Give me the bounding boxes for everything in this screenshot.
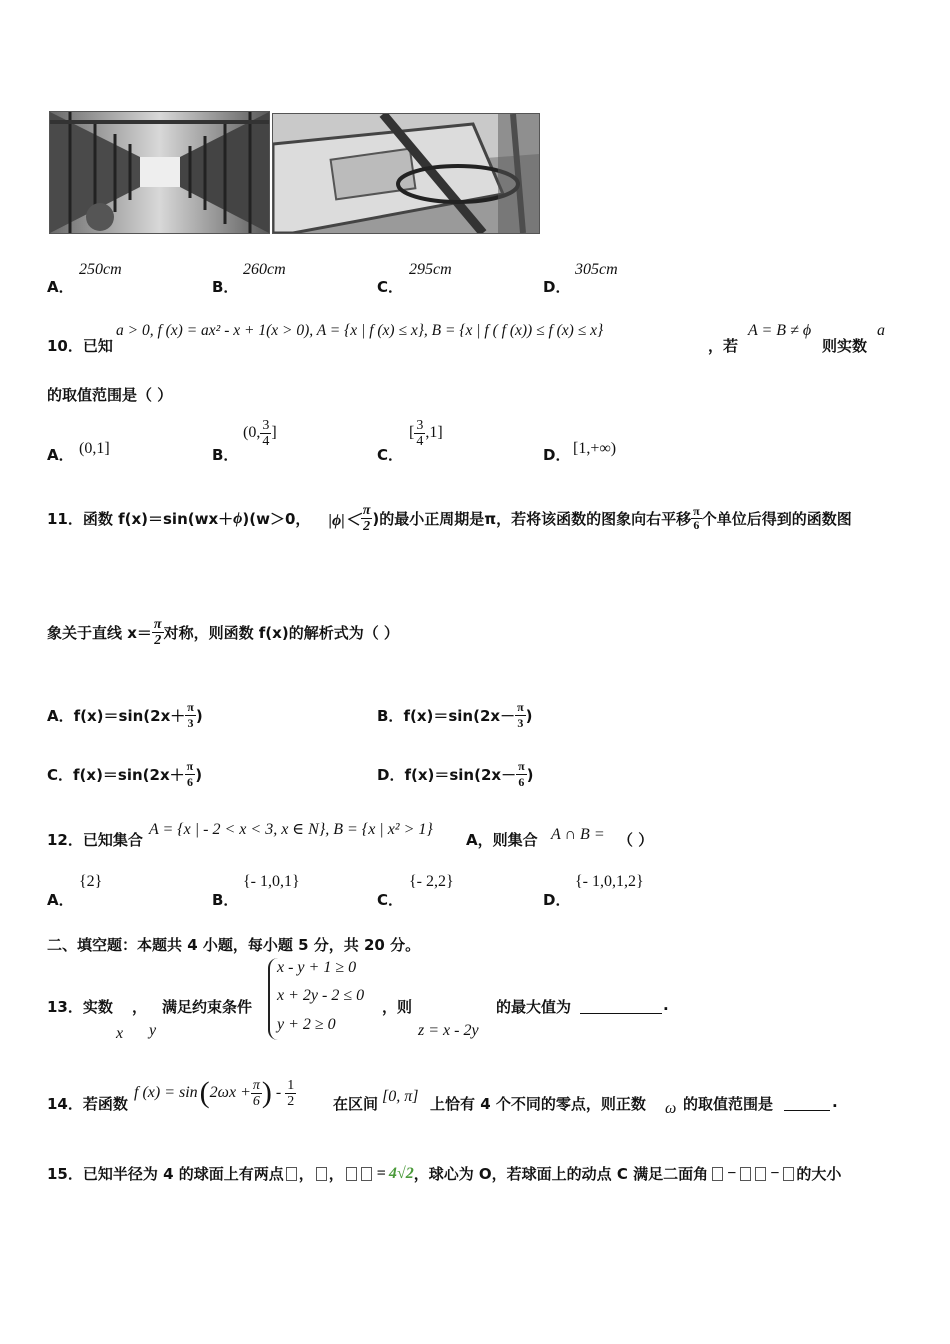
q9-option-d-letter: D． (543, 278, 571, 296)
q11-line1 (47, 503, 852, 534)
frac-den: 6 (518, 775, 525, 789)
q11-line2a: 象关于直线 x＝ (47, 624, 152, 642)
option-frac (515, 700, 526, 731)
frac-num: π (693, 504, 700, 518)
frac-den: 6 (186, 775, 193, 789)
q10-option-d: [1,+∞) (573, 440, 617, 457)
q12-number: 12．已知集合 (47, 831, 143, 849)
missing-glyph-icon (316, 1167, 327, 1181)
q12-option-a-letter: A． (47, 891, 74, 909)
q12-tail: A，则集合 (466, 831, 538, 849)
q10-then: 则实数 (822, 337, 868, 355)
missing-glyph-icon (346, 1167, 357, 1181)
q10-condition-2: A = B ≠ ϕ (748, 322, 812, 339)
q14-interval: [0, π] (382, 1088, 419, 1105)
frac-den: 2 (363, 519, 371, 534)
missing-glyph-icon (755, 1167, 766, 1181)
option-post: ) (195, 706, 203, 725)
option-letter: B． (377, 707, 404, 725)
option-letter: D． (377, 766, 405, 784)
q10-option-c-frac (414, 418, 425, 449)
q10-option-b-pre: (0, (243, 424, 261, 442)
q12-sets: A = {x | - 2 < x < 3, x ∈ N}, B = {x | x² > 1} (149, 821, 433, 838)
q10-line2: 的取值范围是（ ） (47, 386, 173, 404)
q14-one-half (285, 1078, 296, 1109)
option-pre: f(x)＝sin(2x＋ (73, 766, 185, 784)
q10-option-d-letter: D． (543, 446, 571, 464)
q12-option-c: {- 2,2} (409, 873, 454, 890)
q14-answer-blank[interactable] (784, 1093, 830, 1111)
q14-minus: - (275, 1084, 282, 1101)
q11-part2: )(w＞0， (242, 510, 311, 528)
missing-glyph-icon (286, 1167, 297, 1181)
q10-option-b-letter: B． (212, 446, 239, 464)
dash: − (727, 1164, 737, 1182)
q11-pi-over-2 (361, 503, 373, 534)
q10-option-c-letter: C． (377, 446, 404, 464)
q12-option-d-letter: D． (543, 891, 571, 909)
missing-glyph-icon (361, 1167, 372, 1181)
q15-comma: ， (328, 1165, 344, 1183)
q15-comma: ， (298, 1165, 314, 1183)
subway-interior-photo (49, 111, 270, 234)
q11-option-c (47, 759, 202, 790)
q10-number: 10．已知 (47, 337, 113, 355)
frac-num: 3 (416, 418, 424, 433)
q14-end: . (832, 1093, 838, 1111)
q14-left-paren: ( (199, 1076, 210, 1109)
q9-option-c: 295cm (409, 261, 452, 278)
q12-option-a: {2} (79, 873, 103, 890)
q13-objective: z = x - 2y (418, 1022, 479, 1039)
q9-option-a: 250cm (79, 261, 122, 278)
q15-prefix: 15．已知半径为 4 的球面上有两点 (47, 1165, 284, 1183)
option-frac (185, 700, 196, 731)
q14-prefix: 14．若函数 (47, 1095, 128, 1113)
q13-var-y: y (149, 1022, 157, 1039)
q15-text: ，球心为 O，若球面上的动点 C 满足二面角 (413, 1165, 709, 1183)
frac-den: 3 (187, 716, 194, 730)
q13-then: ，则 (382, 998, 413, 1016)
option-post: ) (195, 765, 203, 784)
option-pre: f(x)＝sin(2x－ (404, 766, 517, 784)
q10-condition: a > 0, f (x) = ax² - x + 1(x > 0), A = {x | f (x) ≤ x}, B = {x | f ( f (x)) ≤ f (x) ≤ x} (116, 322, 604, 339)
q14-pi-over-6 (251, 1078, 262, 1109)
q13-constraint-1: x - y + 1 ≥ 0 (277, 959, 357, 976)
frac-num: π (153, 617, 162, 632)
q11-phi: ϕ (233, 509, 243, 527)
q14-omega: ω (665, 1100, 677, 1117)
q13-constraint-2: x + 2y - 2 ≤ 0 (277, 987, 365, 1004)
frac-num: 1 (287, 1077, 295, 1093)
q12-option-d: {- 1,0,1,2} (575, 873, 644, 890)
q11-line2-frac (152, 617, 164, 648)
q12-option-c-letter: C． (377, 891, 404, 909)
q11-part3: )的最小正周期是π，若将该函数的图象向右平移 (372, 510, 692, 528)
section-2-heading: 二、填空题：本题共 4 小题，每小题 5 分，共 20 分。 (47, 936, 421, 954)
q10-var: a (877, 322, 885, 339)
q13-answer-blank[interactable] (580, 996, 662, 1014)
option-pre: f(x)＝sin(2x－ (403, 707, 516, 725)
option-frac (185, 759, 196, 790)
q13-comma: ， (132, 998, 148, 1016)
q14-fx: f (x) = sin (134, 1084, 198, 1101)
q9-option-b-letter: B． (212, 278, 239, 296)
q12-option-b: {- 1,0,1} (243, 873, 300, 890)
missing-glyph-icon (712, 1167, 723, 1181)
q14-range-text: 的取值范围是 (683, 1095, 774, 1113)
q15-distance: 4√2 (388, 1164, 414, 1182)
frac-den: 2 (287, 1093, 295, 1109)
q15-tail: 的大小 (796, 1165, 842, 1183)
q10-option-a: (0,1] (79, 440, 110, 457)
q14-text: 上恰有 4 个不同的零点，则正数 (430, 1095, 646, 1113)
q11-line2b: 对称，则函数 f(x)的解析式为（ ） (163, 624, 399, 642)
frac-num: π (187, 700, 194, 714)
q11-option-b (377, 700, 533, 731)
option-post: ) (526, 765, 534, 784)
q12-option-b-letter: B． (212, 891, 239, 909)
q11-shift-frac (691, 505, 702, 532)
q11-abs-phi: |ϕ|＜ (328, 512, 361, 529)
q11-part4: 个单位后得到的函数图 (701, 510, 852, 528)
frac-den: 4 (416, 434, 424, 449)
frac-num: π (186, 759, 194, 773)
q10-option-b-post: ] (271, 424, 277, 442)
q12-paren: （ ） (618, 831, 654, 849)
q12-expr: A ∩ B = (551, 826, 605, 843)
q10-option-c-post: ,1] (425, 424, 443, 442)
q13-tail: 的最大值为 (496, 998, 572, 1016)
q14-interval-label: 在区间 (333, 1095, 379, 1113)
q11-line2 (47, 617, 399, 648)
frac-den: 6 (693, 518, 700, 532)
frac-den: 3 (517, 716, 524, 730)
frac-den: 6 (252, 1093, 260, 1109)
q9-option-c-letter: C． (377, 278, 404, 296)
q9-option-d: 305cm (575, 261, 618, 278)
q13-constraint-3: y + 2 ≥ 0 (277, 1016, 336, 1033)
q14-function (134, 1068, 296, 1118)
q13-end: . (663, 996, 669, 1014)
frac-num: 3 (262, 418, 270, 433)
option-frac (516, 759, 527, 790)
q10-option-b (243, 418, 277, 449)
frac-num: π (252, 1077, 260, 1093)
q10-option-c-pre: [ (409, 424, 415, 442)
frac-den: 4 (262, 434, 270, 449)
frac-num: π (518, 759, 525, 773)
q11-option-d (377, 759, 534, 790)
frac-den: 2 (154, 633, 162, 648)
basketball-hoop-photo (272, 113, 540, 234)
q9-option-a-letter: A． (47, 278, 74, 296)
q11-part1: 11．函数 f(x)＝sin(wx＋ (47, 510, 234, 528)
missing-glyph-icon (783, 1167, 794, 1181)
q14-arg: 2ωx + (209, 1084, 251, 1101)
q10-option-c (409, 418, 443, 449)
q11-option-a (47, 700, 203, 731)
option-pre: f(x)＝sin(2x＋ (73, 707, 186, 725)
q9-option-b: 260cm (243, 261, 286, 278)
option-letter: C． (47, 766, 74, 784)
q10-if: ，若 (708, 337, 739, 355)
q10-option-a-letter: A． (47, 446, 74, 464)
missing-glyph-icon (740, 1167, 751, 1181)
q13-constraint-label: 满足约束条件 (162, 998, 253, 1016)
q14-right-paren: ) (261, 1076, 272, 1109)
option-letter: A． (47, 707, 74, 725)
option-post: ) (525, 706, 533, 725)
question-15 (47, 1163, 841, 1184)
q10-option-b-frac (260, 418, 271, 449)
dash: − (770, 1164, 780, 1182)
q13-var-x: x (116, 1025, 124, 1042)
frac-num: π (362, 503, 371, 518)
frac-num: π (517, 700, 524, 714)
q15-equals: = (376, 1164, 386, 1182)
q13-prefix: 13．实数 (47, 998, 113, 1016)
